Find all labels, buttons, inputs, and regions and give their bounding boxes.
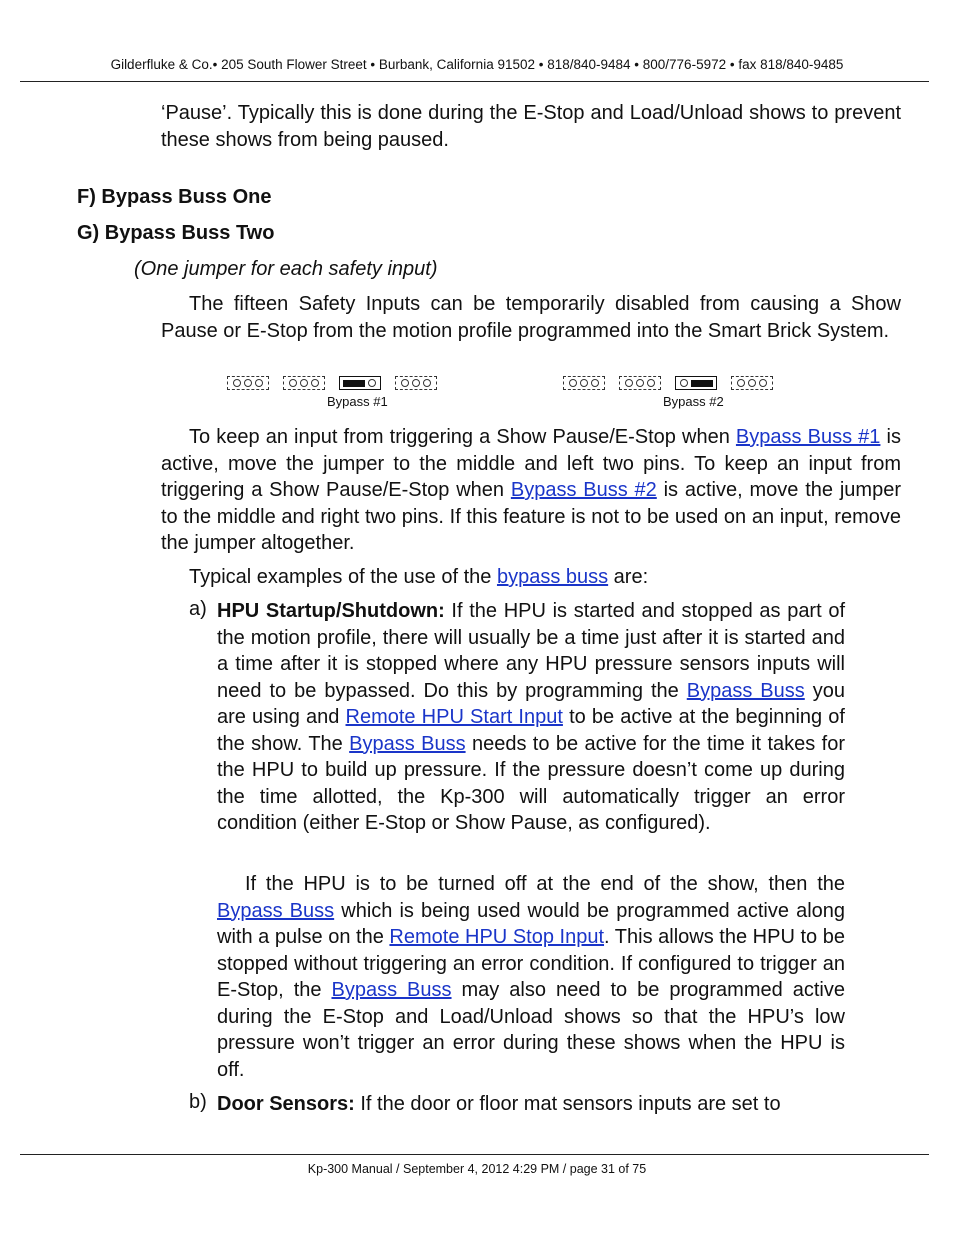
intro-paragraph: ‘Pause’. Typically this is done during the E-Stop and Load/Unload shows to prevent these shows from being paused. — [161, 102, 901, 151]
header-rule — [20, 81, 929, 82]
footer-rule — [20, 1154, 929, 1155]
heading-bypass-buss-two: G) Bypass Buss Two — [77, 222, 275, 244]
paragraph-hpu-shutdown: If the HPU is to be turned off at the end of the show, then the Bypass Buss which is being used would be programmed active along with a pulse on the Remote HPU Stop Input. This allows the HPU to be stopped without triggering an error condition. If configured to trigger an E-Stop, the Bypass Buss may also need to be programmed active during the E-Stop and Load/Unload shows so that the HPU’s low pressure won’t trigger an error during these shows when the HPU is off. — [217, 873, 846, 1081]
jumper-block-selected — [675, 376, 717, 390]
jumper-label-bypass-2: Bypass #2 — [663, 394, 724, 409]
jumper-block — [731, 376, 773, 390]
jumper-block — [227, 376, 269, 390]
link-remote-hpu-start-input[interactable]: Remote HPU Start Input — [345, 706, 563, 728]
paragraph-typical-examples: Typical examples of the use of the bypass buss are: — [189, 566, 649, 588]
jumper-diagram-bypass-1 — [227, 376, 447, 410]
link-bypass-buss[interactable]: Bypass Buss — [217, 899, 335, 922]
page-footer: Kp-300 Manual / September 4, 2012 4:29 PM / page 31 of 75 — [307, 1162, 647, 1176]
jumper-diagram-bypass-2 — [563, 376, 783, 410]
heading-bypass-buss-one: F) Bypass Buss One — [77, 186, 272, 208]
jumper-block-selected — [339, 376, 381, 390]
page-header: Gilderfluke & Co.• 205 South Flower Street • Burbank, California 91502 • 818/840-9484 • 800/776-5972 • fax 818/840-9485 — [110, 57, 844, 72]
list-item-hpu-startup: HPU Startup/Shutdown: If the HPU is started and stopped as part of the motion profile, there will usually be a time just after it is started and a time after it is stopped where any HPU pressure sensors inputs will need to be bypassed. Do this by programming the Bypass Buss you are using and Remote HPU Start Input to be active at the beginning of the show. The Bypass Buss needs to be active for the time it takes for the HPU to build up pressure. If the pressure doesn’t come up during the time allotted, the Kp-300 will automatically trigger an error condition (either E-Stop or Show Pause, as configured). — [217, 600, 846, 834]
list-item-label-b: b) — [189, 1091, 207, 1113]
jumper-label-bypass-1: Bypass #1 — [327, 394, 388, 409]
link-bypass-buss-1[interactable]: Bypass Buss #1 — [735, 426, 881, 448]
jumper-block — [283, 376, 325, 390]
paragraph-jumper-instructions: To keep an input from triggering a Show Pause/E-Stop when Bypass Buss #1 is active, move the jumper to the middle and left two pins. To keep an input from triggering a Show Pause/E-Stop when Bypass Buss #2 is active, move the jumper to the middle and right two pins. If this feature is not to be used on an input, remove the jumper altogether. — [161, 426, 901, 554]
jumper-block — [619, 376, 661, 390]
link-bypass-buss[interactable]: Bypass Buss — [349, 732, 466, 755]
list-item-door-sensors: Door Sensors: If the door or floor mat sensors inputs are set to — [217, 1093, 781, 1115]
jumper-block — [395, 376, 437, 390]
section-subtitle: (One jumper for each safety input) — [134, 258, 438, 280]
paragraph-safety-inputs: The fifteen Safety Inputs can be temporarily disabled from causing a Show Pause or E-Stop from the motion profile programmed into the Smart Brick System. — [161, 293, 901, 342]
link-bypass-buss-2[interactable]: Bypass Buss #2 — [510, 479, 657, 501]
list-item-label-a: a) — [189, 598, 207, 620]
link-bypass-buss[interactable]: Bypass Buss — [686, 679, 805, 702]
link-bypass-buss[interactable]: bypass buss — [496, 566, 609, 588]
link-remote-hpu-stop-input[interactable]: Remote HPU Stop Input — [389, 926, 605, 948]
link-bypass-buss[interactable]: Bypass Buss — [331, 979, 452, 1001]
jumper-block — [563, 376, 605, 390]
